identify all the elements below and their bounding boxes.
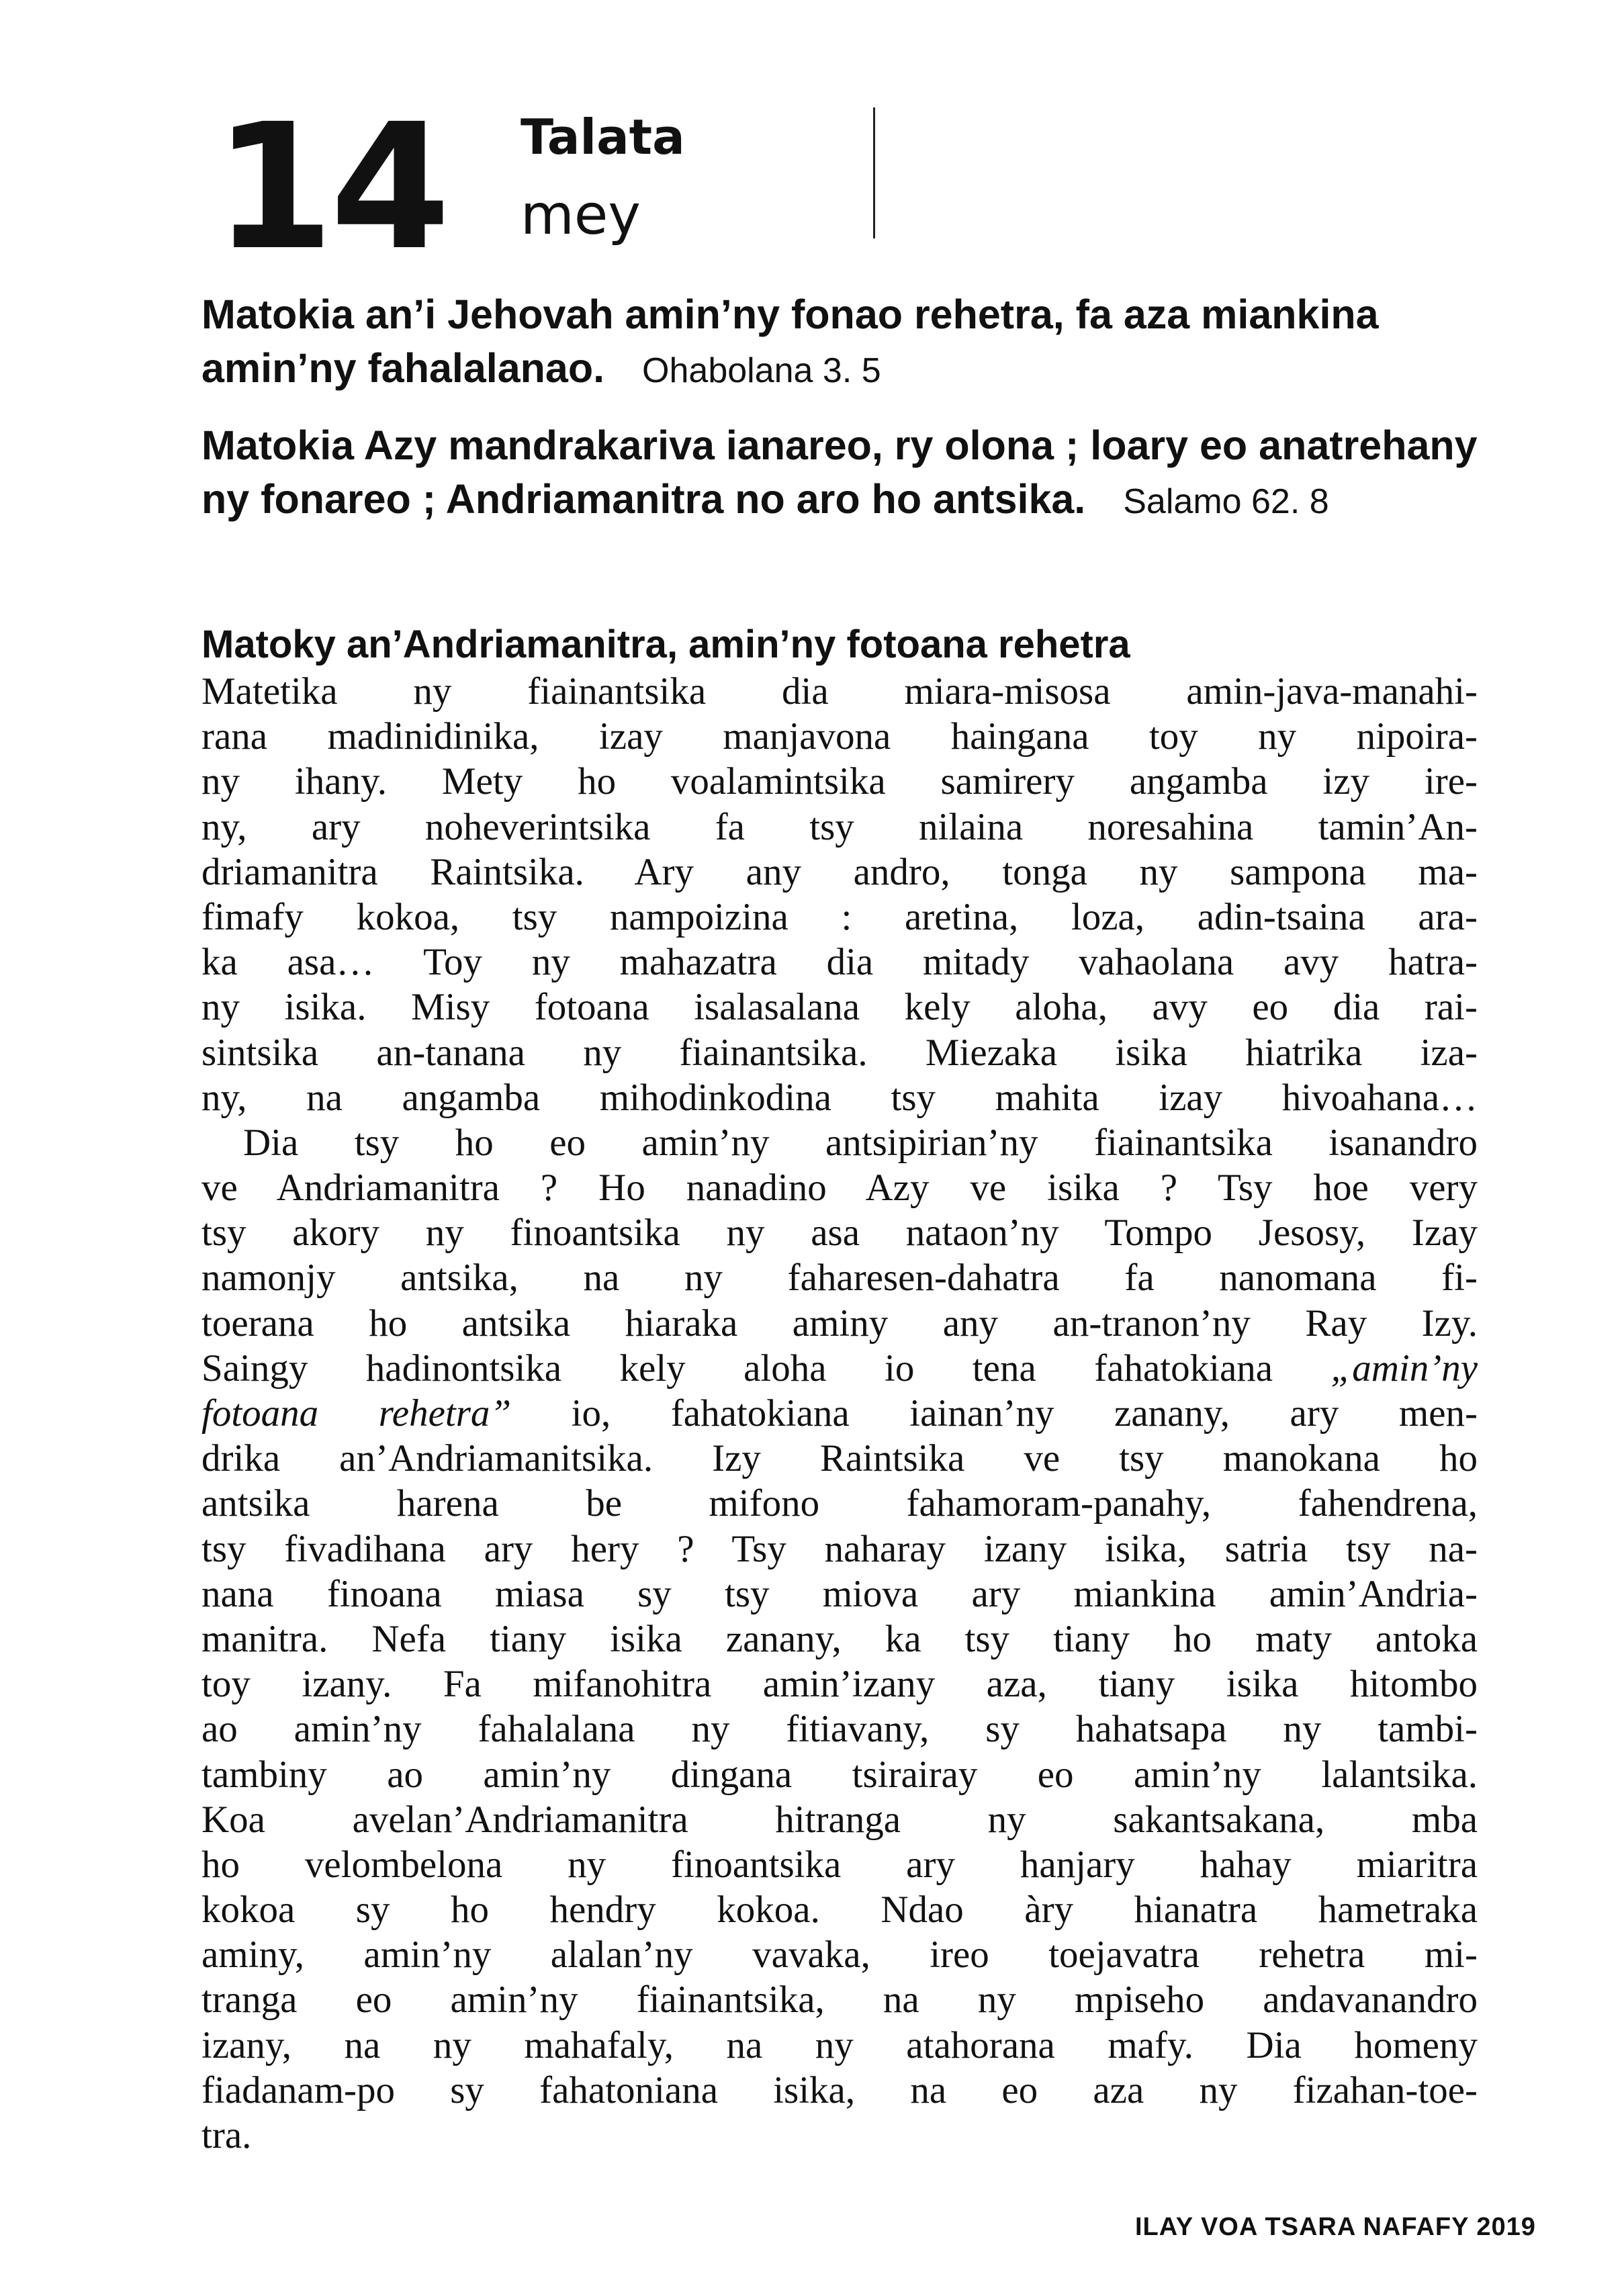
body-line: tsy akory ny finoantsika ny asa nataon’ny Tompo Jesosy, Izay bbox=[201, 1212, 1478, 1255]
body-line: manitra. Nefa tiany isika zanany, ka tsy tiany ho maty antoka bbox=[201, 1617, 1478, 1660]
body-text-segment: io, fahatokiana iainan’ny zanany, ary men- bbox=[511, 1392, 1478, 1435]
body-line: namonjy antsika, na ny faharesen-dahatra fa nanomana fi- bbox=[201, 1257, 1478, 1300]
body-line-mixed bbox=[201, 1346, 1478, 1391]
body-italic-segment: „amin’ny bbox=[1330, 1347, 1478, 1390]
header-divider bbox=[873, 107, 875, 238]
body-line: Koa avelan’Andriamanitra hitranga ny sakantsakana, mba bbox=[201, 1798, 1478, 1841]
verse-2-reference: Salamo 62. 8 bbox=[1123, 482, 1329, 521]
body-line: fimafy kokoa, tsy nampoizina : aretina, loza, adin-tsaina ara- bbox=[201, 895, 1478, 938]
body-line: tra. bbox=[201, 2114, 252, 2156]
body-line: tranga eo amin’ny fiainantsika, na ny mpiseho andavanandro bbox=[201, 1979, 1478, 2021]
verse-2-text: Matokia Azy mandrakariva ianareo, ry olona ; loary eo anatrehany ny fonareo ; Andriamanitra no aro ho antsika. bbox=[201, 422, 1478, 522]
body-italic-segment: fotoana rehetra” bbox=[201, 1392, 512, 1435]
body-line: nana finoana miasa sy tsy miova ary miankina amin’Andria- bbox=[201, 1572, 1478, 1615]
body-line: ka asa… Toy ny mahazatra dia mitady vahaolana avy hatra- bbox=[201, 941, 1478, 984]
body-line: driamanitra Raintsika. Ary any andro, tonga ny sampona ma- bbox=[201, 850, 1478, 893]
body-line: drika an’Andriamanitsika. Izy Raintsika ve tsy manokana ho bbox=[201, 1437, 1478, 1480]
body-line: ny isika. Misy fotoana isalasalana kely aloha, avy eo dia rai- bbox=[201, 986, 1478, 1029]
verse-1-text: Matokia an’i Jehovah amin’ny fonao rehetra, fa aza miankina amin’ny fahalalanao. bbox=[201, 291, 1379, 391]
body-line: izany, na ny mahafaly, na ny atahorana mafy. Dia homeny bbox=[201, 2023, 1478, 2066]
body-line: tambiny ao amin’ny dingana tsirairay eo amin’ny lalantsika. bbox=[201, 1753, 1478, 1796]
day-number: 14 bbox=[214, 87, 447, 288]
body-line: sintsika an-tanana ny fiainantsika. Miezaka isika hiatrika iza- bbox=[201, 1031, 1478, 1074]
body-line: ve Andriamanitra ? Ho nanadino Azy ve isika ? Tsy hoe very bbox=[201, 1167, 1478, 1210]
body-line: ho velombelona ny finoantsika ary hanjary hahay miaritra bbox=[201, 1843, 1478, 1886]
body-line: Matetika ny fiainantsika dia miara-misosa amin-java-manahi- bbox=[201, 670, 1478, 713]
body-line: ny, ary noheverintsika fa tsy nilaina noresahina tamin’An- bbox=[201, 805, 1478, 848]
meditation-title: Matoky an’Andriamanitra, amin’ny fotoana rehetra bbox=[201, 623, 1130, 666]
body-line: ny ihany. Mety ho voalamintsika samirery angamba izy ire- bbox=[201, 760, 1478, 803]
body-line: ny, na angamba mihodinkodina tsy mahita izay hivoahana… bbox=[201, 1076, 1478, 1119]
body-line: antsika harena be mifono fahamoram-panahy, fahendrena, bbox=[201, 1482, 1478, 1525]
body-line: ao amin’ny fahalalana ny fitiavany, sy hahatsapa ny tambi- bbox=[201, 1708, 1478, 1751]
body-line: tsy fivadihana ary hery ? Tsy naharay izany isika, satria tsy na- bbox=[201, 1527, 1478, 1570]
body-line: toerana ho antsika hiaraka aminy any an-tranon’ny Ray Izy. bbox=[201, 1302, 1478, 1345]
body-line: fiadanam-po sy fahatoniana isika, na eo aza ny fizahan-toe- bbox=[201, 2068, 1478, 2111]
body-line: Dia tsy ho eo amin’ny antsipirian’ny fiainantsika isanandro bbox=[243, 1121, 1478, 1164]
body-line: toy izany. Fa mifanohitra amin’izany aza, tiany isika hitombo bbox=[201, 1663, 1478, 1706]
body-line-mixed bbox=[201, 1391, 1478, 1436]
verse-1-reference: Ohabolana 3. 5 bbox=[642, 351, 881, 390]
verse-1 bbox=[201, 287, 1478, 398]
verse-2 bbox=[201, 418, 1478, 529]
month-label: mey bbox=[521, 183, 641, 247]
body-line: rana madinidinika, izay manjavona haingana toy ny nipoira- bbox=[201, 715, 1478, 758]
body-line: aminy, amin’ny alalan’ny vavaka, ireo toejavatra rehetra mi- bbox=[201, 1934, 1478, 1976]
publication-footer: ILAY VOA TSARA NAFAFY 2019 bbox=[1135, 2213, 1536, 2241]
meditation-body bbox=[201, 669, 1478, 2158]
weekday-label: Talata bbox=[521, 109, 685, 165]
body-line: kokoa sy ho hendry kokoa. Ndao àry hianatra hametraka bbox=[201, 1889, 1478, 1931]
body-text-segment: Saingy hadinontsika kely aloha io tena fahatokiana bbox=[201, 1347, 1273, 1390]
